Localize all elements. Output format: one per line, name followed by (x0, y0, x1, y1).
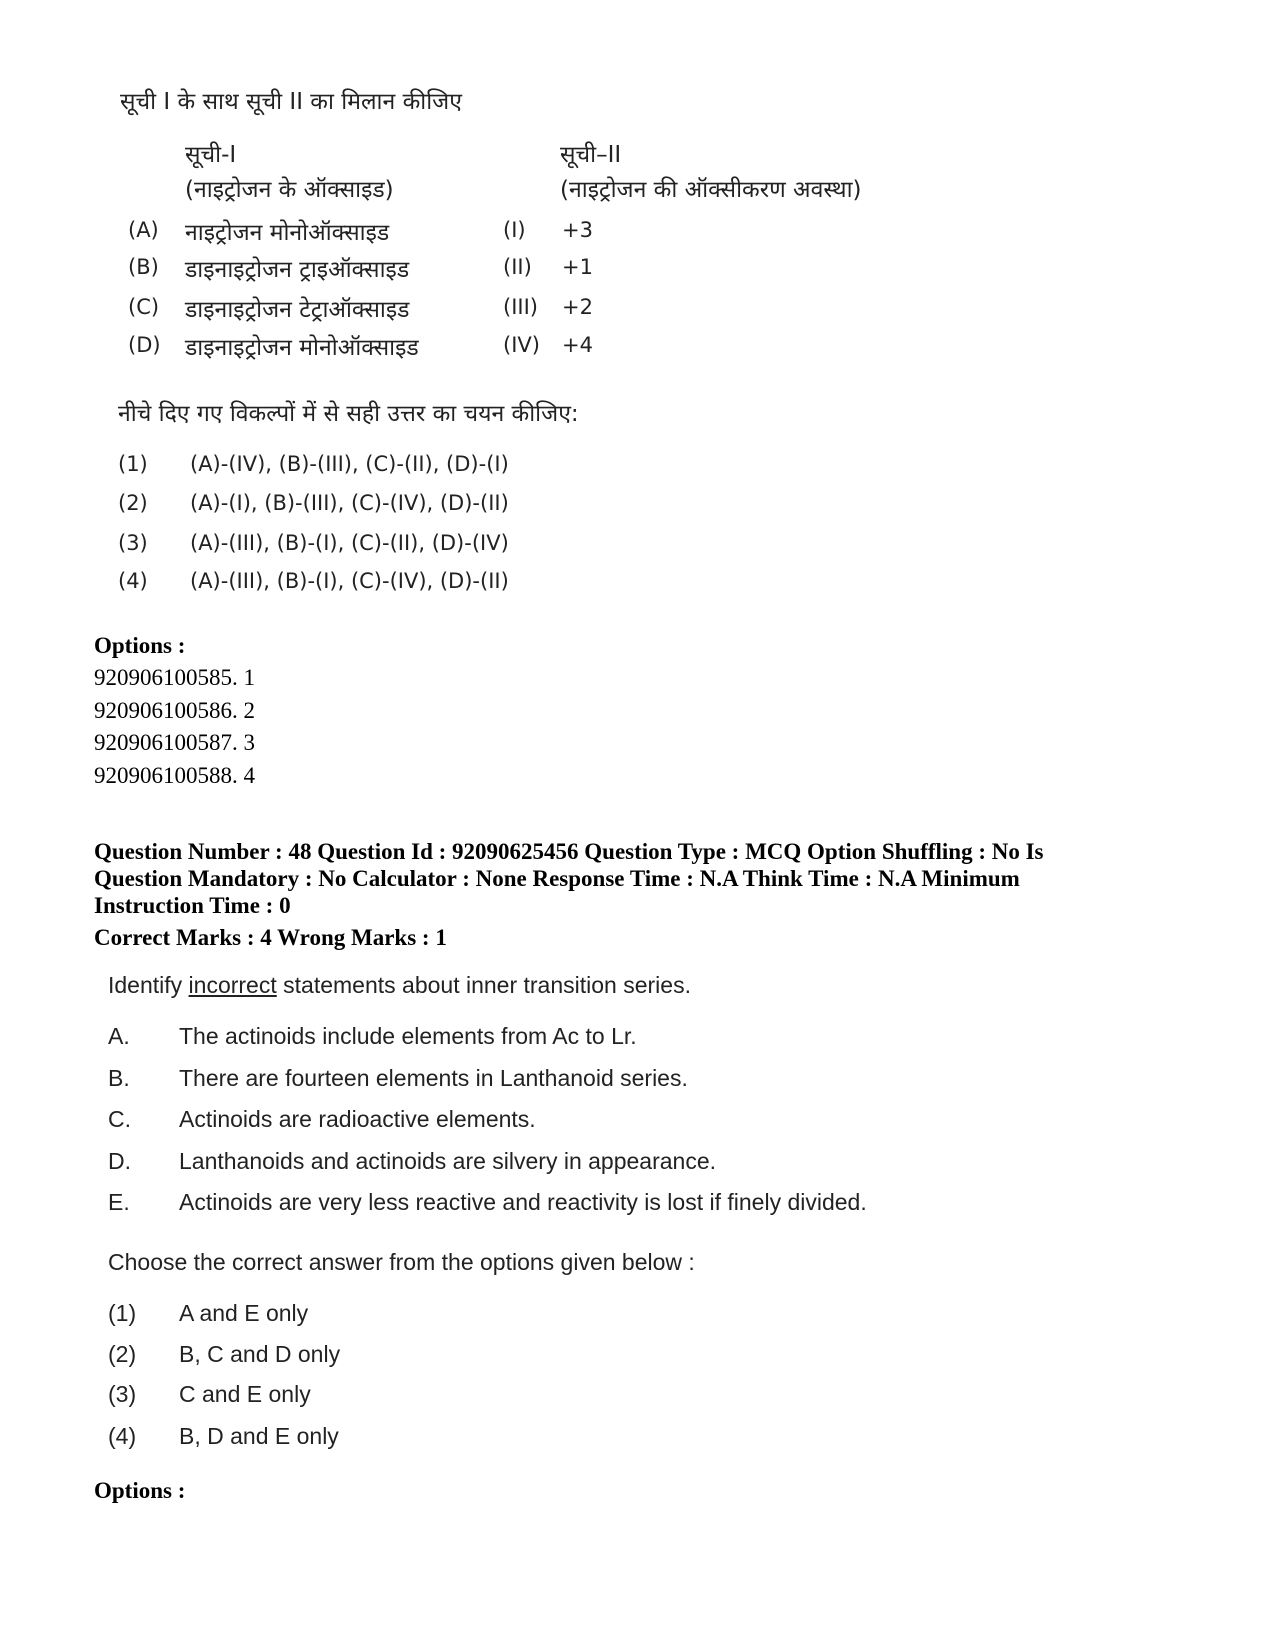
q48-stem-underlined: incorrect (188, 972, 277, 998)
row-a-value: +3 (562, 218, 593, 242)
q48-choice-3-num: (3) (108, 1381, 137, 1407)
row-b-item: डाइनाइट्रोजन ट्राइऑक्साइड (185, 257, 410, 283)
statement-a-key: A. (108, 1023, 130, 1049)
q48-stem-post: statements about inner transition series. (276, 972, 691, 998)
row-c-roman: (III) (503, 295, 538, 319)
q47-choice-4-num: (4) (118, 569, 148, 593)
q48-stem (108, 972, 691, 999)
row-b-roman: (II) (503, 255, 532, 279)
q48-meta-line-1: Question Number : 48 Question Id : 92090625456 Question Type : MCQ Option Shuffling : No Is (94, 839, 1044, 864)
option-id-2: 920906100586. 2 (94, 698, 255, 723)
list1-title: सूची-I (185, 142, 237, 168)
q47-choice-2-num: (2) (118, 491, 148, 515)
row-c-value: +2 (562, 295, 593, 319)
row-d-roman: (IV) (503, 333, 540, 357)
statement-c-key: C. (108, 1106, 131, 1132)
statement-d-key: D. (108, 1148, 131, 1174)
statement-e-text: Actinoids are very less reactive and reactivity is lost if finely divided. (179, 1189, 867, 1215)
row-b-value: +1 (562, 255, 593, 279)
q48-choice-4-num: (4) (108, 1423, 137, 1449)
q48-choice-1-num: (1) (108, 1300, 137, 1326)
q48-choose-prompt: Choose the correct answer from the options given below : (108, 1249, 695, 1275)
q47-instruction: सूची I के साथ सूची II का मिलान कीजिए (120, 89, 462, 115)
list2-subtitle: (नाइट्रोजन की ऑक्सीकरण अवस्था) (560, 177, 862, 203)
option-id-3: 920906100587. 3 (94, 730, 255, 755)
q48-marks: Correct Marks : 4 Wrong Marks : 1 (94, 925, 447, 950)
q47-choice-4-text: (A)-(III), (B)-(I), (C)-(IV), (D)-(II) (190, 569, 509, 593)
list1-subtitle: (नाइट्रोजन के ऑक्साइड) (185, 177, 394, 203)
q47-choose-prompt: नीचे दिए गए विकल्पों में से सही उत्तर का चयन कीजिए: (118, 401, 579, 427)
row-d-label: (D) (128, 333, 161, 357)
row-d-item: डाइनाइट्रोजन मोनोऑक्साइड (185, 335, 419, 361)
statement-c-text: Actinoids are radioactive elements. (179, 1106, 536, 1132)
row-a-item: नाइट्रोजन मोनोऑक्साइड (185, 220, 390, 246)
q47-choice-1-text: (A)-(IV), (B)-(III), (C)-(II), (D)-(I) (190, 452, 509, 476)
q48-choice-2-num: (2) (108, 1341, 137, 1367)
q48-stem-pre: Identify (108, 972, 189, 998)
statement-d-text: Lanthanoids and actinoids are silvery in appearance. (179, 1148, 717, 1174)
q48-choice-3-text: C and E only (179, 1381, 311, 1407)
options-label: Options : (94, 633, 186, 658)
option-id-1: 920906100585. 1 (94, 665, 255, 690)
q48-choice-2-text: B, C and D only (179, 1341, 341, 1367)
row-c-label: (C) (128, 295, 160, 319)
q48-choice-4-text: B, D and E only (179, 1423, 339, 1449)
q47-choice-2-text: (A)-(I), (B)-(III), (C)-(IV), (D)-(II) (190, 491, 509, 515)
statement-b-text: There are fourteen elements in Lanthanoid series. (179, 1065, 688, 1091)
statement-b-key: B. (108, 1065, 130, 1091)
statement-e-key: E. (108, 1189, 130, 1215)
q47-choice-3-num: (3) (118, 531, 148, 555)
row-c-item: डाइनाइट्रोजन टेट्राऑक्साइड (185, 297, 410, 323)
list2-title: सूची–II (560, 142, 622, 168)
row-a-roman: (I) (503, 218, 526, 242)
q48-choice-1-text: A and E only (179, 1300, 309, 1326)
q47-choice-3-text: (A)-(III), (B)-(I), (C)-(II), (D)-(IV) (190, 531, 509, 555)
options-label-2: Options : (94, 1478, 186, 1503)
q48-meta-line-3: Instruction Time : 0 (94, 893, 291, 918)
option-id-4: 920906100588. 4 (94, 763, 255, 788)
q47-choice-1-num: (1) (118, 452, 148, 476)
statement-a-text: The actinoids include elements from Ac to Lr. (179, 1023, 637, 1049)
row-a-label: (A) (128, 218, 159, 242)
row-b-label: (B) (128, 255, 159, 279)
row-d-value: +4 (562, 333, 593, 357)
q48-meta-line-2: Question Mandatory : No Calculator : None Response Time : N.A Think Time : N.A Minimum (94, 866, 1020, 891)
